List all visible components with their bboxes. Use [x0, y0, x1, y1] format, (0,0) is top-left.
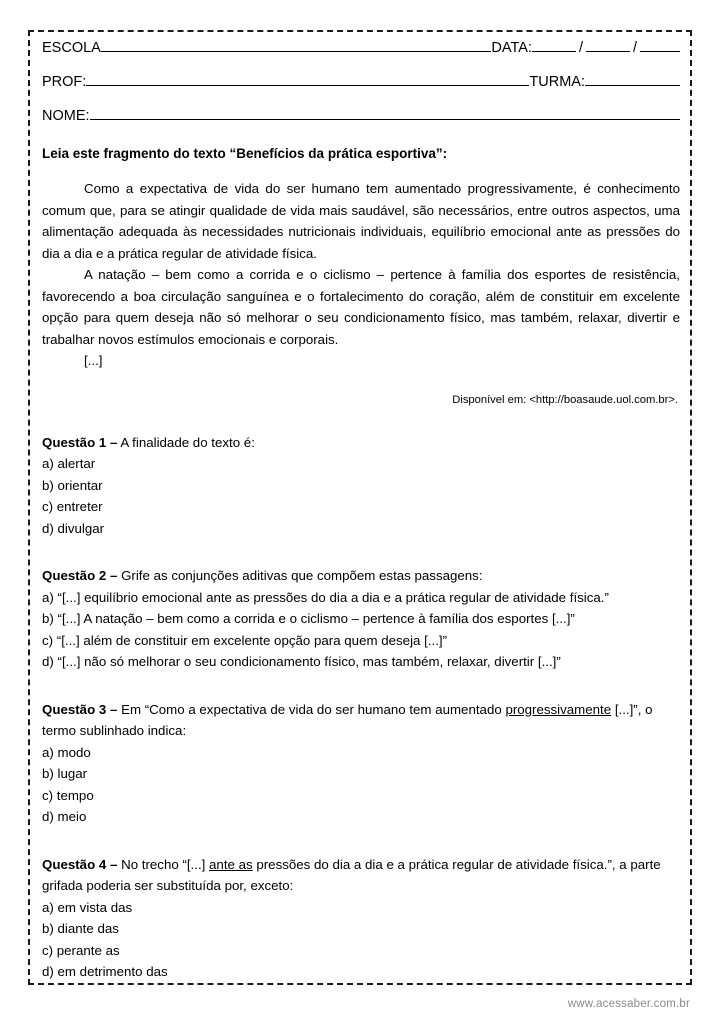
question-2-text: Grife as conjunções aditivas que compõem estas passagens:	[117, 568, 483, 583]
passage-continuation: [...]	[84, 353, 103, 368]
prof-turma-row	[42, 72, 680, 91]
nome-label: NOME:	[42, 108, 90, 124]
question-4-underlined-term: ante as	[209, 856, 253, 872]
question-2-alternative-b[interactable]: b) “[...] A natação – bem como a corrida e o ciclismo – pertence à família dos esportes [...]”	[42, 611, 575, 626]
data-day-input-line[interactable]	[532, 38, 576, 52]
footer-website: www.acessaber.com.br	[567, 998, 690, 1010]
question-4-alternative-c[interactable]: c) perante as	[42, 942, 120, 958]
question-block-4	[42, 854, 680, 983]
data-label: DATA:	[491, 40, 532, 56]
reading-prompt: Leia este fragmento do texto “Benefícios da prática esportiva”:	[42, 146, 448, 161]
date-separator-1: /	[578, 40, 583, 56]
question-1-alternative-b[interactable]: b) orientar	[42, 477, 103, 493]
question-4-alternative-d[interactable]: d) em detrimento das	[42, 964, 168, 979]
prof-label: PROF:	[42, 74, 87, 90]
passage-paragraph-2: A natação – bem como a corrida e o ciclismo – pertence à família dos esportes de resistência, favorecendo a boa circulação sanguínea e o fortalecimento do coração, além de constituir em excelente opção para quem deseja não só melhorar o seu condicionamento físico, mas também, relaxar, divertir e trabalhar novos estímulos emocionais e corporais.	[42, 267, 680, 347]
question-3-stem	[42, 699, 680, 742]
date-separator-2: /	[632, 40, 637, 56]
question-2-stem	[42, 565, 680, 587]
question-block-3	[42, 699, 680, 828]
prof-input-line[interactable]	[86, 72, 529, 86]
question-1-stem	[42, 432, 680, 454]
question-4-text-before: No trecho “[...]	[117, 856, 210, 872]
question-2-alternative-d[interactable]: d) “[...] não só melhorar o seu condicionamento físico, mas também, relaxar, divertir [...]”	[42, 654, 561, 669]
question-block-2	[42, 565, 680, 673]
question-3-alternative-b[interactable]: b) lugar	[42, 766, 88, 781]
passage-source: Disponível em: <http://boasaude.uol.com.br>.	[452, 393, 678, 406]
escola-input-line[interactable]	[101, 38, 492, 52]
question-2-alternative-c[interactable]: c) “[...] além de constituir em excelente opção para quem deseja [...]”	[42, 632, 448, 648]
question-4-alternative-a[interactable]: a) em vista das	[42, 899, 133, 915]
question-3-text-before: Em “Como a expectativa de vida do ser humano tem aumentado	[117, 701, 506, 717]
question-1-alternative-c[interactable]: c) entreter	[42, 499, 103, 514]
question-2-number: Questão 2 –	[42, 568, 118, 583]
question-4-stem	[42, 854, 680, 897]
turma-input-line[interactable]	[585, 72, 680, 86]
question-1-number: Questão 1 –	[42, 434, 118, 450]
data-month-input-line[interactable]	[586, 38, 630, 52]
question-3-alternative-a[interactable]: a) modo	[42, 744, 91, 760]
escola-date-row	[42, 38, 680, 57]
nome-row	[42, 106, 680, 125]
question-1-alternative-d[interactable]: d) divulgar	[42, 520, 105, 536]
data-year-input-line[interactable]	[640, 38, 680, 52]
question-1-text: A finalidade do texto é:	[117, 434, 255, 450]
question-3-text-after: [...]”, o termo sublinhado indica:	[42, 701, 653, 738]
question-block-1	[42, 432, 680, 540]
question-4-text-after: pressões do dia a dia e a prática regular de atividade física.”, a parte grifada poderia ser substituída por, exceto:	[42, 856, 661, 893]
question-3-underlined-term: progressivamente	[505, 701, 612, 717]
worksheet-content	[42, 38, 680, 983]
question-3-alternative-c[interactable]: c) tempo	[42, 787, 94, 803]
nome-input-line[interactable]	[90, 106, 680, 120]
escola-label: ESCOLA	[42, 40, 101, 56]
question-3-number: Questão 3 –	[42, 701, 118, 717]
turma-label: TURMA:	[529, 74, 585, 90]
question-4-alternative-b[interactable]: b) diante das	[42, 921, 119, 936]
passage-paragraph-1: Como a expectativa de vida do ser humano tem aumentado progressivamente, é conhecimento comum que, para se atingir qualidade de vida mais saudável, são necessários, entre outros aspectos, uma alimentação adequada às necessidades nutricionais individuais, equilíbrio emocional ante as pressões do dia a dia e a prática regular de atividade física.	[42, 181, 680, 261]
question-1-alternative-a[interactable]: a) alertar	[42, 456, 96, 471]
question-3-alternative-d[interactable]: d) meio	[42, 809, 87, 824]
question-2-alternative-a[interactable]: a) “[...] equilíbrio emocional ante as pressões do dia a dia e a prática regular de atividade física.”	[42, 589, 609, 605]
question-4-number: Questão 4 –	[42, 856, 118, 872]
